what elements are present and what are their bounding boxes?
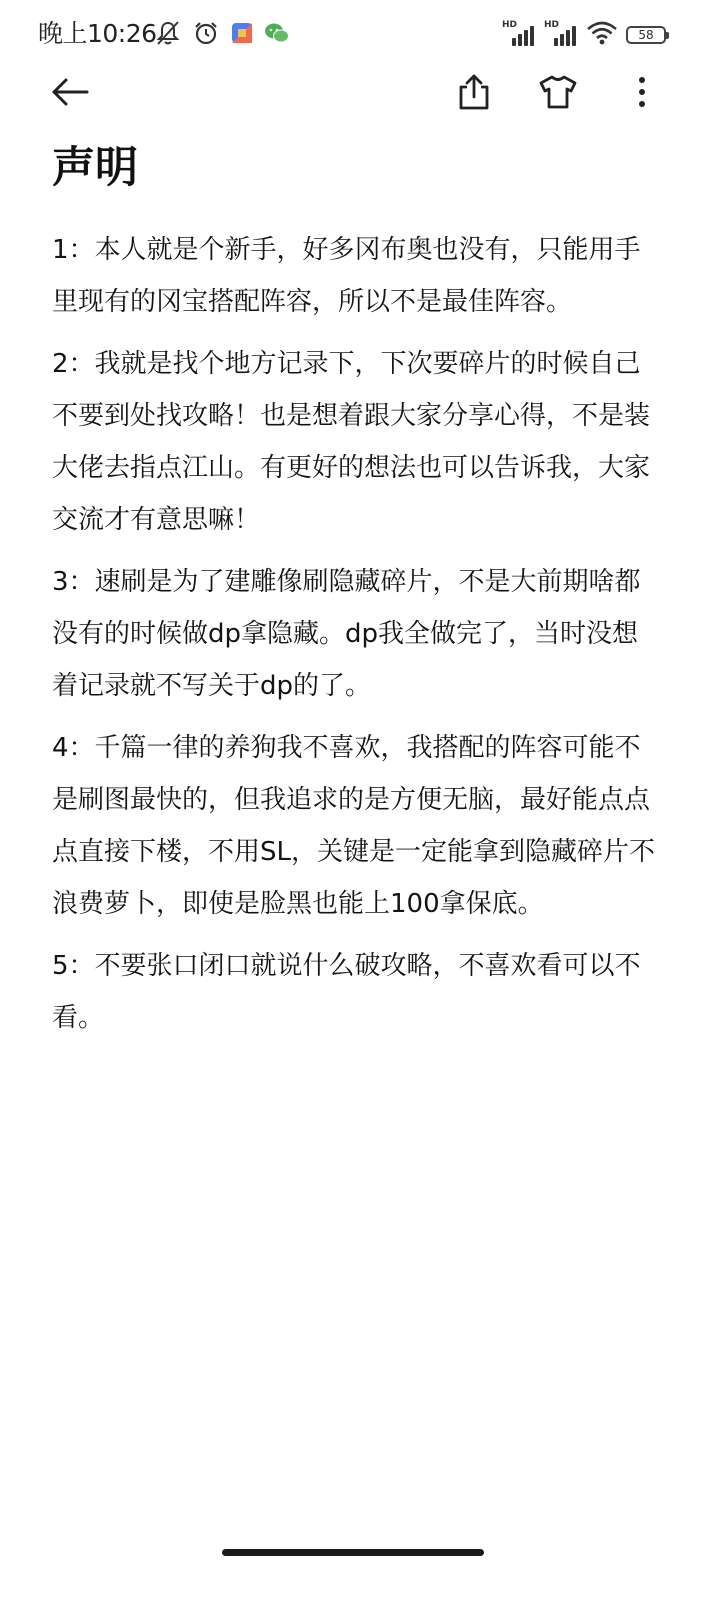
wechat-icon (264, 21, 290, 49)
note-paragraph: 1：本人就是个新手，好多冈布奥也没有，只能用手里现有的冈宝搭配阵容，所以不是最佳阵容。 (52, 235, 641, 317)
signal-strength-icon: HD (544, 22, 578, 48)
mute-vibrate-icon (154, 19, 182, 51)
app-notification-icon (230, 21, 254, 49)
note-paragraph: 4：千篇一律的养狗我不喜欢，我搭配的阵容可能不是刷图最快的，但我追求的是方便无脑，最好能点点点直接下楼，不用SL，关键是一定能拿到隐藏碎片不浪费萝卜，即使是脸黑也能上100拿保底。 (52, 733, 655, 919)
note-title[interactable]: 声明 (52, 143, 138, 193)
note-paragraph: 2：我就是找个地方记录下，下次要碎片的时候自己不要到处找攻略！也是想着跟大家分享心得，不是装大佬去指点江山。有更好的想法也可以告诉我，大家交流才有意思嘛！ (52, 349, 651, 535)
note-paragraph: 3：速刷是为了建雕像刷隐藏碎片，不是大前期啥都没有的时候做dp拿隐藏。dp我全做完了，当时没想着记录就不写关于dp的了。 (52, 567, 641, 701)
note-paragraph: 5：不要张口闭口就说什么破攻略，不喜欢看可以不看。 (52, 951, 641, 1033)
theme-shirt-icon (538, 74, 578, 114)
signal-strength-icon: HD (502, 22, 536, 48)
status-system-icons (502, 18, 666, 52)
status-notification-icons (154, 18, 290, 52)
more-vertical-icon (637, 76, 647, 112)
battery-indicator: 58 (626, 26, 666, 44)
note-body[interactable] (52, 224, 662, 1054)
alarm-clock-icon (192, 19, 220, 51)
note-toolbar (0, 68, 720, 120)
back-button[interactable] (44, 68, 96, 120)
share-icon (457, 73, 491, 115)
theme-button[interactable] (532, 68, 584, 120)
more-options-button[interactable] (616, 68, 668, 120)
back-arrow-icon (50, 76, 90, 112)
status-time: 晚上10:26 (38, 19, 157, 48)
share-button[interactable] (448, 68, 500, 120)
wifi-icon (586, 20, 618, 50)
home-indicator[interactable] (222, 1549, 484, 1556)
status-bar (0, 0, 720, 68)
